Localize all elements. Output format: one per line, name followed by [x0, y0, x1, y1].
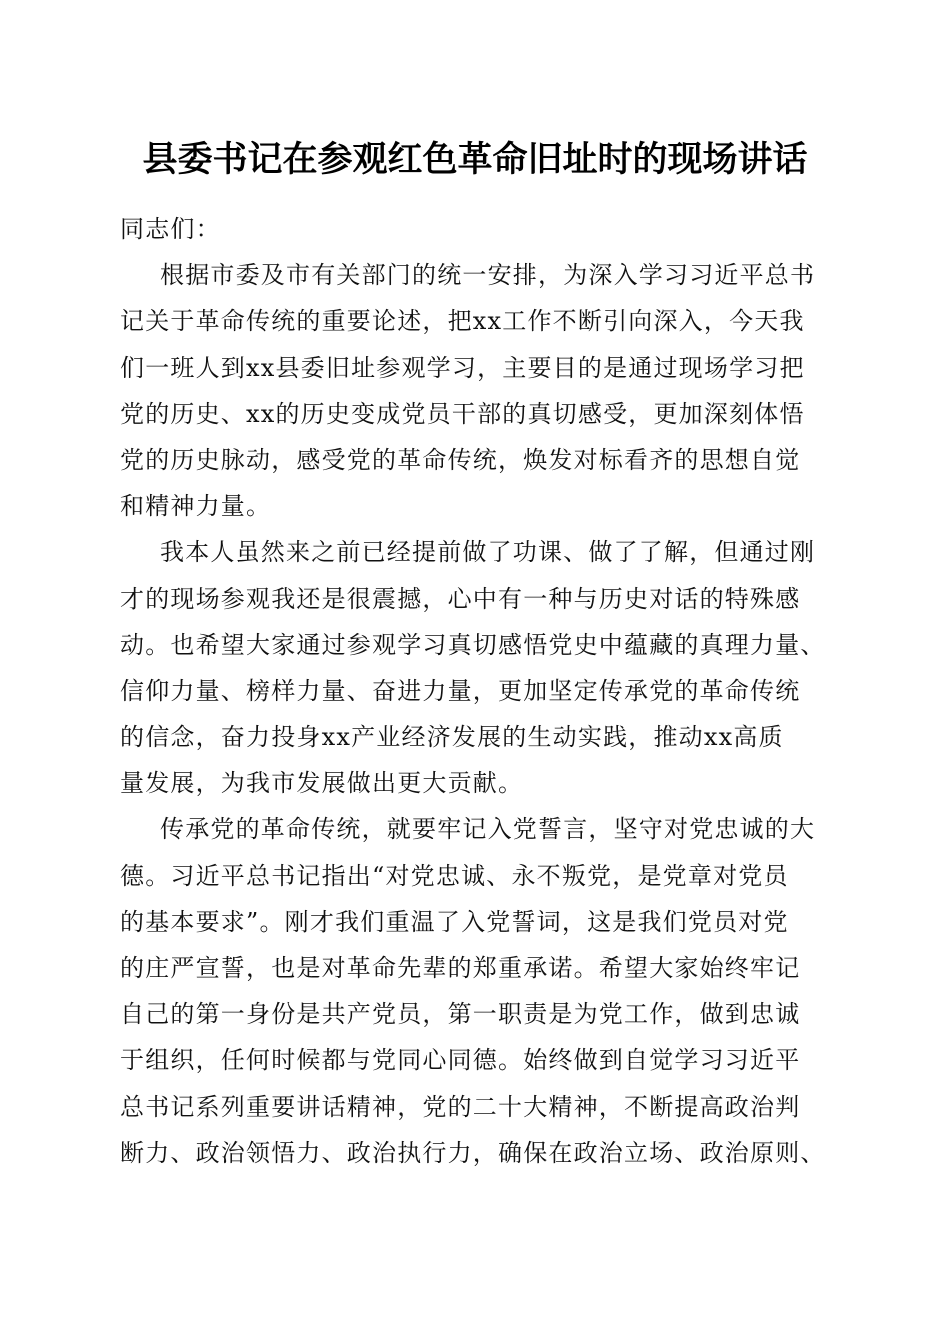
paragraph-first-line: 传承党的革命传统，就要牢记入党誓言，坚守对党忠诚的大 [160, 815, 816, 844]
text-line: 断力、政治领悟力、政治执行力，确保在政治立场、政治原则、 [120, 1138, 826, 1167]
text-line: 信仰力量、榜样力量、奋进力量，更加坚定传承党的革命传统 [120, 676, 801, 705]
text-line: 和精神力量。 [120, 492, 272, 521]
text-line: 党的历史、xx的历史变成党员干部的真切感受，更加深刻体悟 [120, 399, 805, 428]
text-line: 的信念，奋力投身xx产业经济发展的生动实践，推动xx高质 [120, 723, 784, 752]
document-title: 县委书记在参观红色革命旧址时的现场讲话 [142, 139, 808, 180]
text-line: 德。习近平总书记指出“对党忠诚、永不叛党，是党章对党员 [120, 861, 789, 890]
document-body [120, 206, 832, 1176]
text-line: 的基本要求”。刚才我们重温了入党誓词，这是我们党员对党 [120, 907, 789, 936]
text-line: 记关于革命传统的重要论述，把xx工作不断引向深入，今天我 [120, 307, 805, 336]
text-line: 们一班人到xx县委旧址参观学习，主要目的是通过现场学习把 [120, 353, 805, 382]
text-line: 总书记系列重要讲话精神，党的二十大精神，不断提高政治判 [120, 1092, 801, 1121]
text-line: 量发展，为我市发展做出更大贡献。 [120, 769, 524, 798]
paragraph-first-line: 我本人虽然来之前已经提前做了功课、做了了解，但通过刚 [160, 538, 816, 567]
text-line: 于组织，任何时候都与党同心同德。始终做到自觉学习习近平 [120, 1046, 801, 1075]
text-line: 才的现场参观我还是很震撼，心中有一种与历史对话的特殊感 [120, 584, 801, 613]
text-line: 同志们： [120, 215, 221, 243]
text-line: 党的历史脉动，感受党的革命传统，焕发对标看齐的思想自觉 [120, 445, 801, 474]
paragraph-first-line: 根据市委及市有关部门的统一安排，为深入学习习近平总书 [160, 261, 816, 290]
text-line: 动。也希望大家通过参观学习真切感悟党史中蕴藏的真理力量、 [120, 630, 826, 659]
text-line: 自己的第一身份是共产党员，第一职责是为党工作，做到忠诚 [120, 1000, 801, 1029]
text-line: 的庄严宣誓，也是对革命先辈的郑重承诺。希望大家始终牢记 [120, 954, 801, 982]
